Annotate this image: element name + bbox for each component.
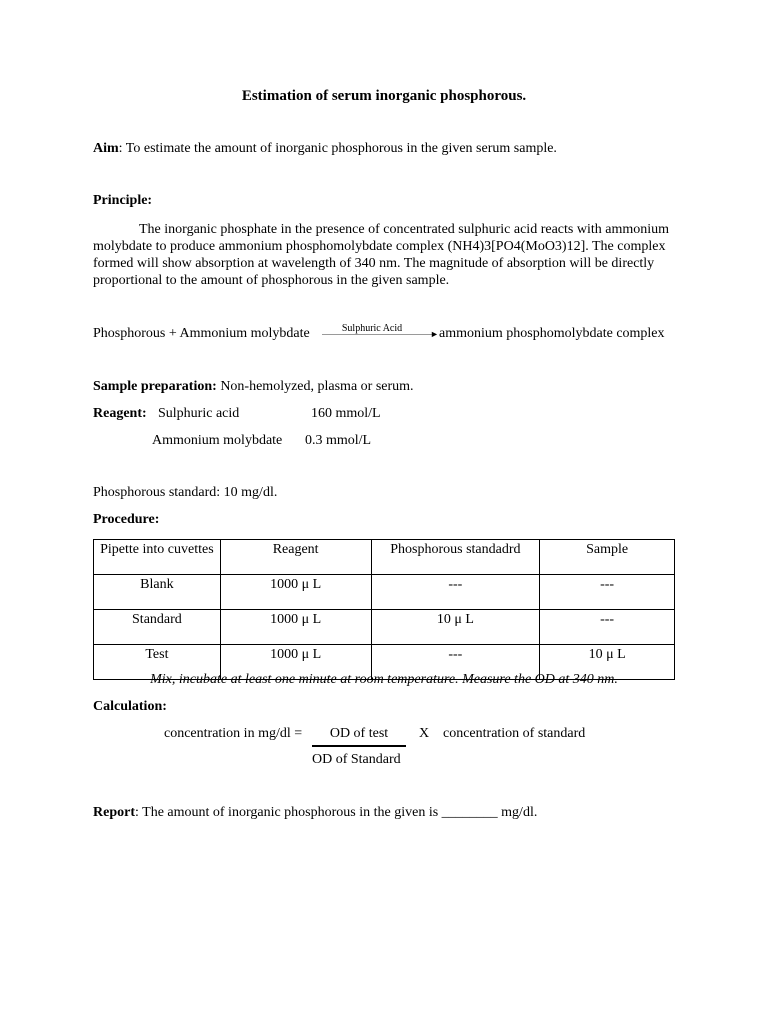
reagent-label: Reagent:	[93, 406, 147, 421]
calculation-lhs: concentration in mg/dl =	[164, 726, 303, 741]
fraction-denominator: OD of Standard	[312, 752, 401, 767]
reaction-reactants: Phosphorous + Ammonium molybdate	[93, 326, 310, 341]
reagent-value-2: 0.3 mmol/L	[305, 433, 372, 448]
reaction-arrow	[322, 334, 432, 335]
reaction-product: ammonium phosphomolybdate complex	[439, 326, 665, 341]
table-cell: 1000 μ L	[220, 645, 371, 680]
table-cell: ---	[371, 575, 540, 610]
table-row	[94, 575, 675, 610]
header-cell: Reagent	[220, 540, 371, 575]
reagent-name-2: Ammonium molybdate	[152, 433, 283, 448]
reaction-catalyst: Sulphuric Acid	[341, 323, 403, 334]
principle-paragraph	[93, 221, 673, 289]
fraction-numerator: OD of test	[329, 726, 389, 741]
header-cell: Pipette into cuvettes	[94, 540, 221, 575]
fraction-bar	[312, 745, 406, 747]
table-header-row	[94, 540, 675, 575]
phosphorous-standard: Phosphorous standard: 10 mg/dl.	[93, 485, 278, 500]
principle-text: The inorganic phosphate in the presence of concentrated sulphuric acid reacts with ammonium molybdate to produce ammonium phosphomolybdate complex (NH4)3[PO4(MoO3)12]. The complex formed will show absorption at wavelength of 340 nm. The magnitude of absorption will be directly proportional to the amount of phosphorous in the given sample.	[93, 222, 670, 288]
reagent-name-1: Sulphuric acid	[158, 406, 240, 421]
sample-prep-text: Non-hemolyzed, plasma or serum.	[216, 379, 414, 394]
procedure-table	[93, 539, 675, 680]
multiply-sign: X	[419, 726, 430, 741]
table-cell: ---	[540, 610, 675, 645]
procedure-note: Mix, incubate at least one minute at room temperature. Measure the OD at 340 nm.	[150, 672, 618, 687]
table-cell: 10 μ L	[371, 610, 540, 645]
table-cell: Blank	[94, 575, 221, 610]
calculation-factor: concentration of standard	[443, 726, 586, 741]
reagent-value-1: 160 mmol/L	[311, 406, 381, 421]
document-title: Estimation of serum inorganic phosphorous.	[241, 88, 527, 104]
arrow-head-icon: ►	[430, 329, 439, 339]
table-cell: Test	[94, 645, 221, 680]
report-label: Report	[93, 805, 135, 820]
sample-preparation	[93, 379, 414, 395]
table-cell: ---	[371, 645, 540, 680]
procedure-heading: Procedure:	[93, 512, 160, 527]
table-cell: Standard	[94, 610, 221, 645]
table-cell: 10 μ L	[540, 645, 675, 680]
header-cell: Phosphorous standadrd	[371, 540, 540, 575]
table-cell: 1000 μ L	[220, 575, 371, 610]
report-line	[93, 805, 537, 821]
aim-label: Aim	[93, 141, 119, 156]
table-cell: ---	[540, 575, 675, 610]
aim-line	[93, 141, 557, 157]
aim-text: : To estimate the amount of inorganic phosphorous in the given serum sample.	[118, 141, 557, 156]
header-cell: Sample	[540, 540, 675, 575]
principle-heading: Principle:	[93, 193, 153, 208]
sample-prep-label: Sample preparation:	[93, 379, 217, 394]
calculation-heading: Calculation:	[93, 699, 167, 714]
report-text: : The amount of inorganic phosphorous in the given is ________ mg/dl.	[135, 805, 538, 820]
table-row	[94, 610, 675, 645]
table-cell: 1000 μ L	[220, 610, 371, 645]
